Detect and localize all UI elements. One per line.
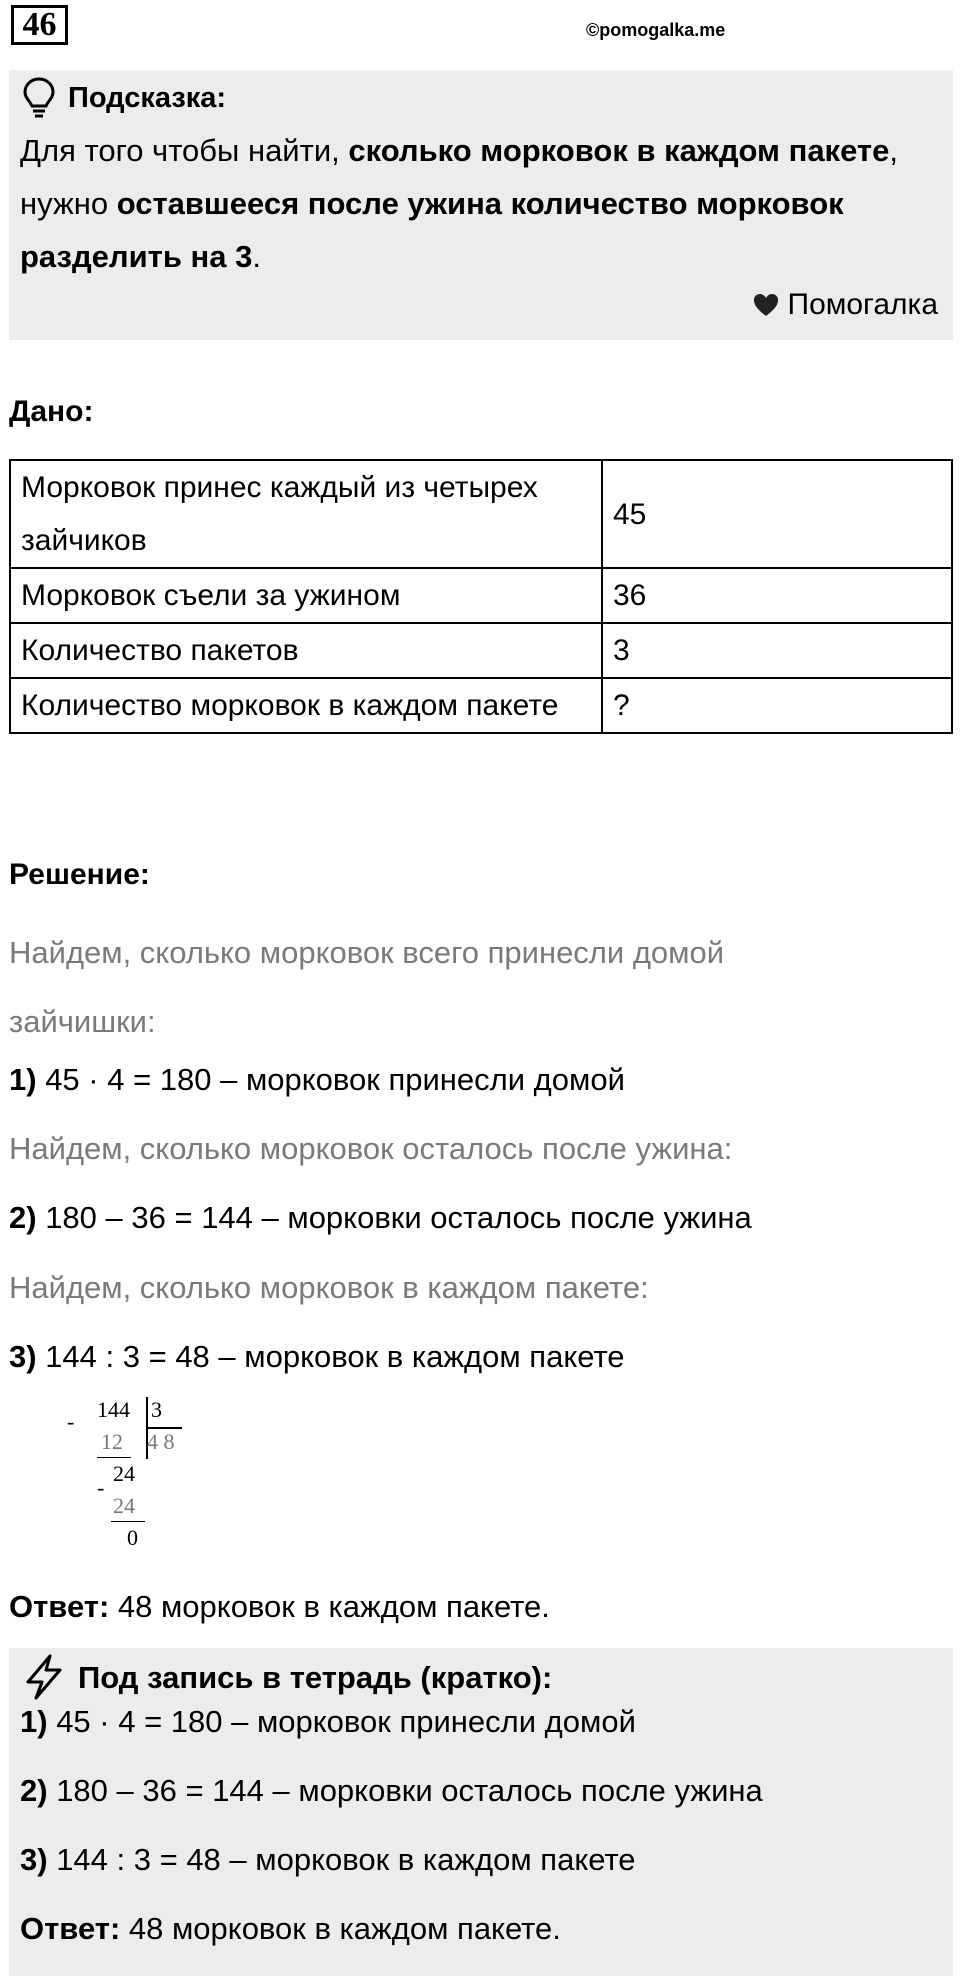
solution-comment-2: Найдем, сколько морковок осталось после ужина: — [9, 1131, 733, 1166]
short-step-3: 3) 144 : 3 = 48 – морковок в каждом пакете — [20, 1842, 636, 1877]
problem-number: 46 — [11, 5, 68, 45]
table-cell-label: Количество пакетов — [10, 623, 602, 678]
lightbulb-icon — [22, 76, 56, 120]
division-subtrahend-2: 24 — [113, 1493, 135, 1518]
hint-title: Подсказка: — [68, 82, 227, 114]
short-step-1: 1) 45 · 4 = 180 – морковок принесли домой — [20, 1704, 636, 1739]
table-cell-value: ? — [602, 678, 952, 733]
solution-step-1: 1) 45 · 4 = 180 – морковок принесли домой — [9, 1062, 625, 1097]
division-result: 0 — [127, 1525, 138, 1550]
division-divisor: 3 — [151, 1397, 162, 1422]
solution-answer: Ответ: 48 морковок в каждом пакете. — [9, 1589, 550, 1624]
solution-step-3: 3) 144 : 3 = 48 – морковок в каждом пакете — [9, 1339, 625, 1374]
short-step-2: 2) 180 – 36 = 144 – морковки осталось после ужина — [20, 1773, 763, 1808]
division-minus: - — [67, 1409, 75, 1434]
given-table — [9, 459, 953, 734]
short-notes-title: Под запись в тетрадь (кратко): — [78, 1660, 553, 1695]
short-answer: Ответ: 48 морковок в каждом пакете. — [20, 1911, 561, 1946]
table-cell-value: 36 — [602, 568, 952, 623]
table-cell-label: Морковок съели за ужином — [10, 568, 602, 623]
solution-comment-1: Найдем, сколько морковок всего принесли домой зайчишки: — [9, 935, 725, 1039]
solution-title: Решение: — [9, 858, 150, 891]
given-title: Дано: — [9, 395, 94, 428]
table-row — [10, 568, 952, 623]
lightning-icon — [22, 1654, 66, 1700]
signature-label: Помогалка — [787, 288, 938, 321]
table-cell-label: Морковок принес каждый из четырех зайчиков — [10, 460, 602, 568]
solution-step-2: 2) 180 – 36 = 144 – морковки осталось после ужина — [9, 1200, 752, 1235]
division-dividend: 144 — [97, 1397, 130, 1422]
site-watermark: ©pomogalka.me — [586, 20, 726, 40]
table-row — [10, 460, 952, 568]
solution-comment-3: Найдем, сколько морковок в каждом пакете: — [9, 1270, 649, 1305]
table-cell-value: 45 — [602, 460, 952, 568]
long-division — [67, 1397, 195, 1557]
heart-icon — [752, 292, 780, 318]
division-remainder-1: 24 — [113, 1461, 135, 1486]
division-quotient: 4 8 — [147, 1429, 175, 1454]
hint-signature — [752, 288, 939, 322]
hint-text: Для того чтобы найти, сколько морковок в каждом пакете, нужно оставшееся после ужина количество морковок разделить на 3. — [20, 133, 898, 274]
division-minus-2: - — [97, 1475, 105, 1500]
table-row — [10, 623, 952, 678]
table-row — [10, 678, 952, 733]
table-cell-label: Количество морковок в каждом пакете — [10, 678, 602, 733]
division-line-1 — [97, 1457, 131, 1458]
division-line-2 — [111, 1521, 145, 1522]
division-subtrahend-1: 12 — [101, 1429, 123, 1454]
table-cell-value: 3 — [602, 623, 952, 678]
